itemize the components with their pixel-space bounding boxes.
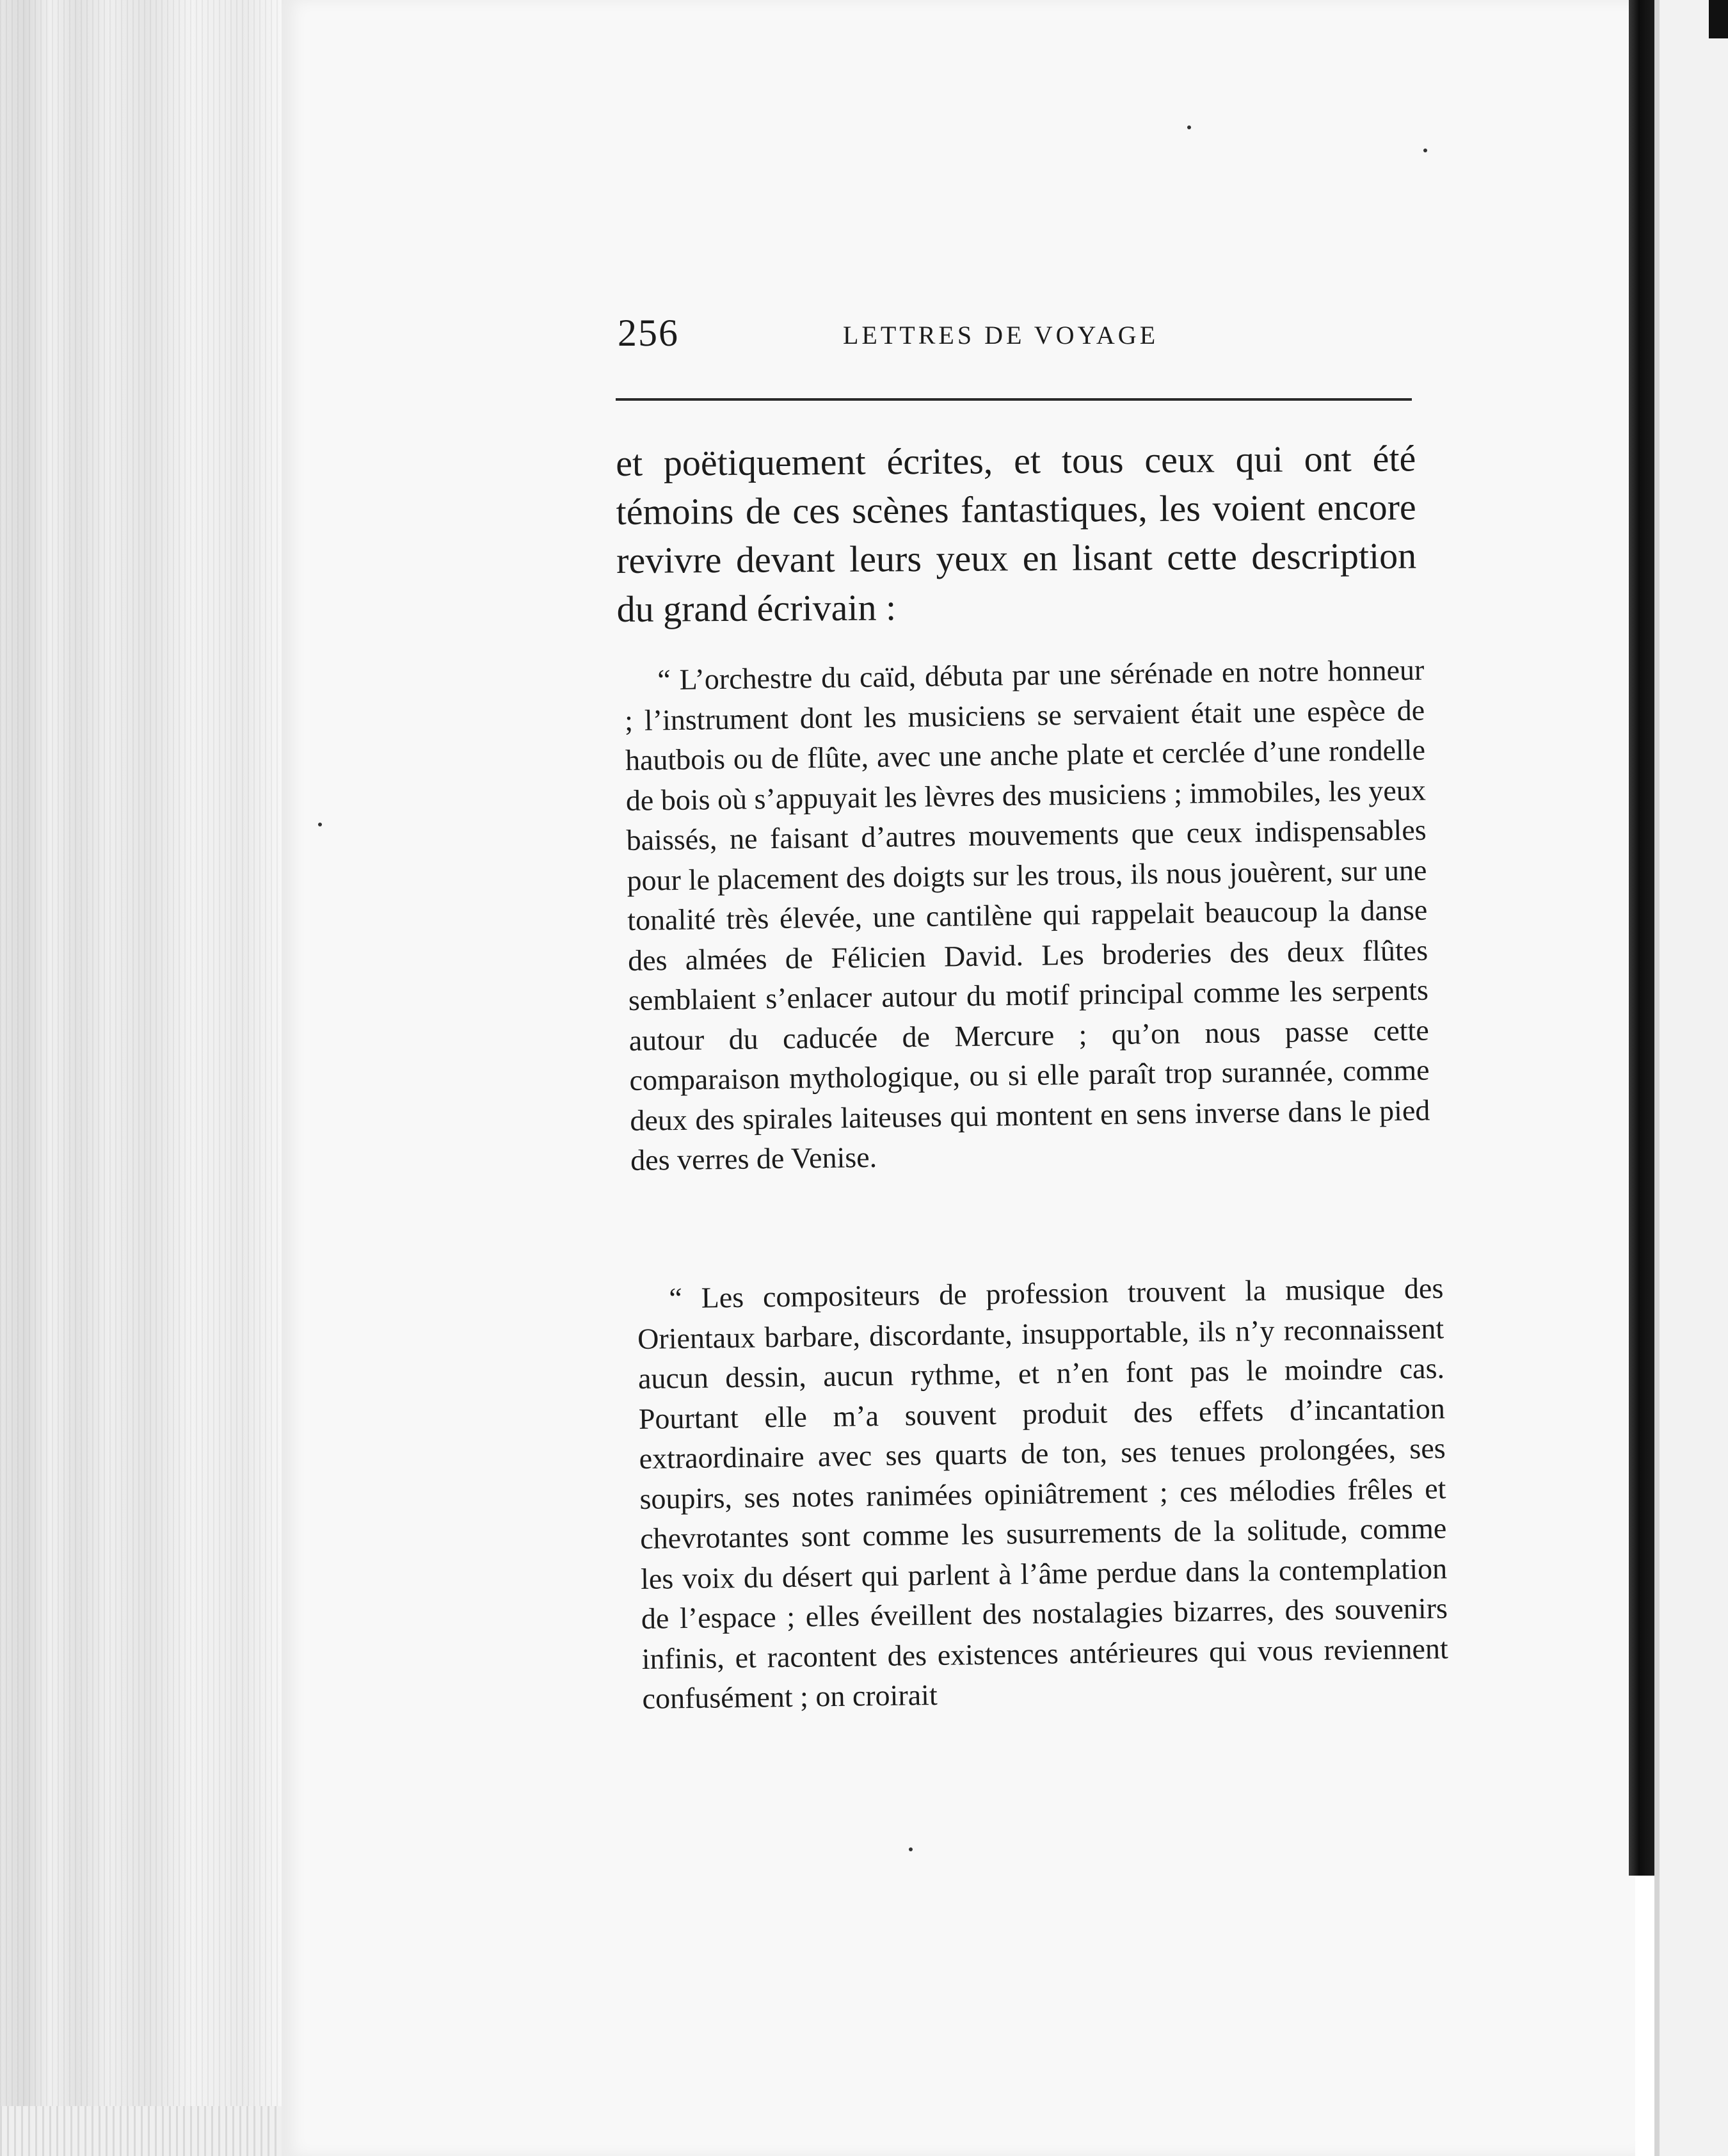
running-head: LETTRES DE VOYAGE	[843, 321, 1159, 350]
binding-gutter	[1629, 0, 1654, 1876]
header-rule	[616, 398, 1412, 401]
page-edges-bottom	[0, 2106, 320, 2156]
dust-speck	[318, 823, 322, 826]
quote-paragraph-composers: “ Les compositeurs de profession trouvent la musique des Orientaux barbare, discordante, insupportable, ils n’y reconnaissent aucun dessin, aucun rythme, et n’en font pas le moindre cas. Pourtant elle m’a souvent produit des effets d’incantation extraordinaire avec ses quarts de ton, ses tenues prolongées, ses soupirs, ses notes ranimées opiniâtrement ; ces mélodies frêles et chevrotantes sont comme les susurrements de la solitude, comme les voix du désert qui parlent à l’âme perdue dans la contemplation de l’espace ; elles éveillent des nostalagies bizarres, des souvenirs infinis, et racontent des existences antérieures qui vous reviennent confusément ; on croirait	[637, 1271, 1448, 1715]
dust-speck	[1423, 149, 1427, 152]
page-edges-stack	[0, 0, 320, 2156]
dust-speck	[909, 1847, 913, 1851]
lead-paragraph: et poëtiquement écrites, et tous ceux qui ont été témoins de ces scènes fantastiques, les voient encore revivre devant leurs yeux en lisant cette description du grand écrivain :	[616, 437, 1417, 630]
page-number: 256	[618, 312, 679, 354]
quote-paragraph-orchestra: “ L’orchestre du caïd, débuta par une sérénade en notre honneur ; l’instrument dont les musiciens se servaient était une espèce de hautbois ou de flûte, avec une anche plate et cerclée d’une rondelle de bois où s’appuyait les lèvres des musiciens ; immobiles, les yeux baissés, ne faisant d’autres mouvements que ceux indispensables pour le placement des doigts sur les trous, ils nous jouèrent, sur une tonalité très élevée, une cantilène qui rappelait beaucoup la danse des almées de Félicien David. Les broderies des deux flûtes semblaient s’enlacer autour du motif principal comme les serpents autour du caducée de Mercure ; qu’on nous passe cette comparaison mythologique, ou si elle paraît trop surannée, comme deux des spirales laiteuses qui montent en sens inverse dans le pied des verres de Venise.	[624, 653, 1430, 1177]
facing-page-edge	[1654, 0, 1728, 2156]
scan-border	[1709, 0, 1728, 38]
page-header	[618, 311, 1411, 362]
dust-speck	[1187, 125, 1191, 129]
